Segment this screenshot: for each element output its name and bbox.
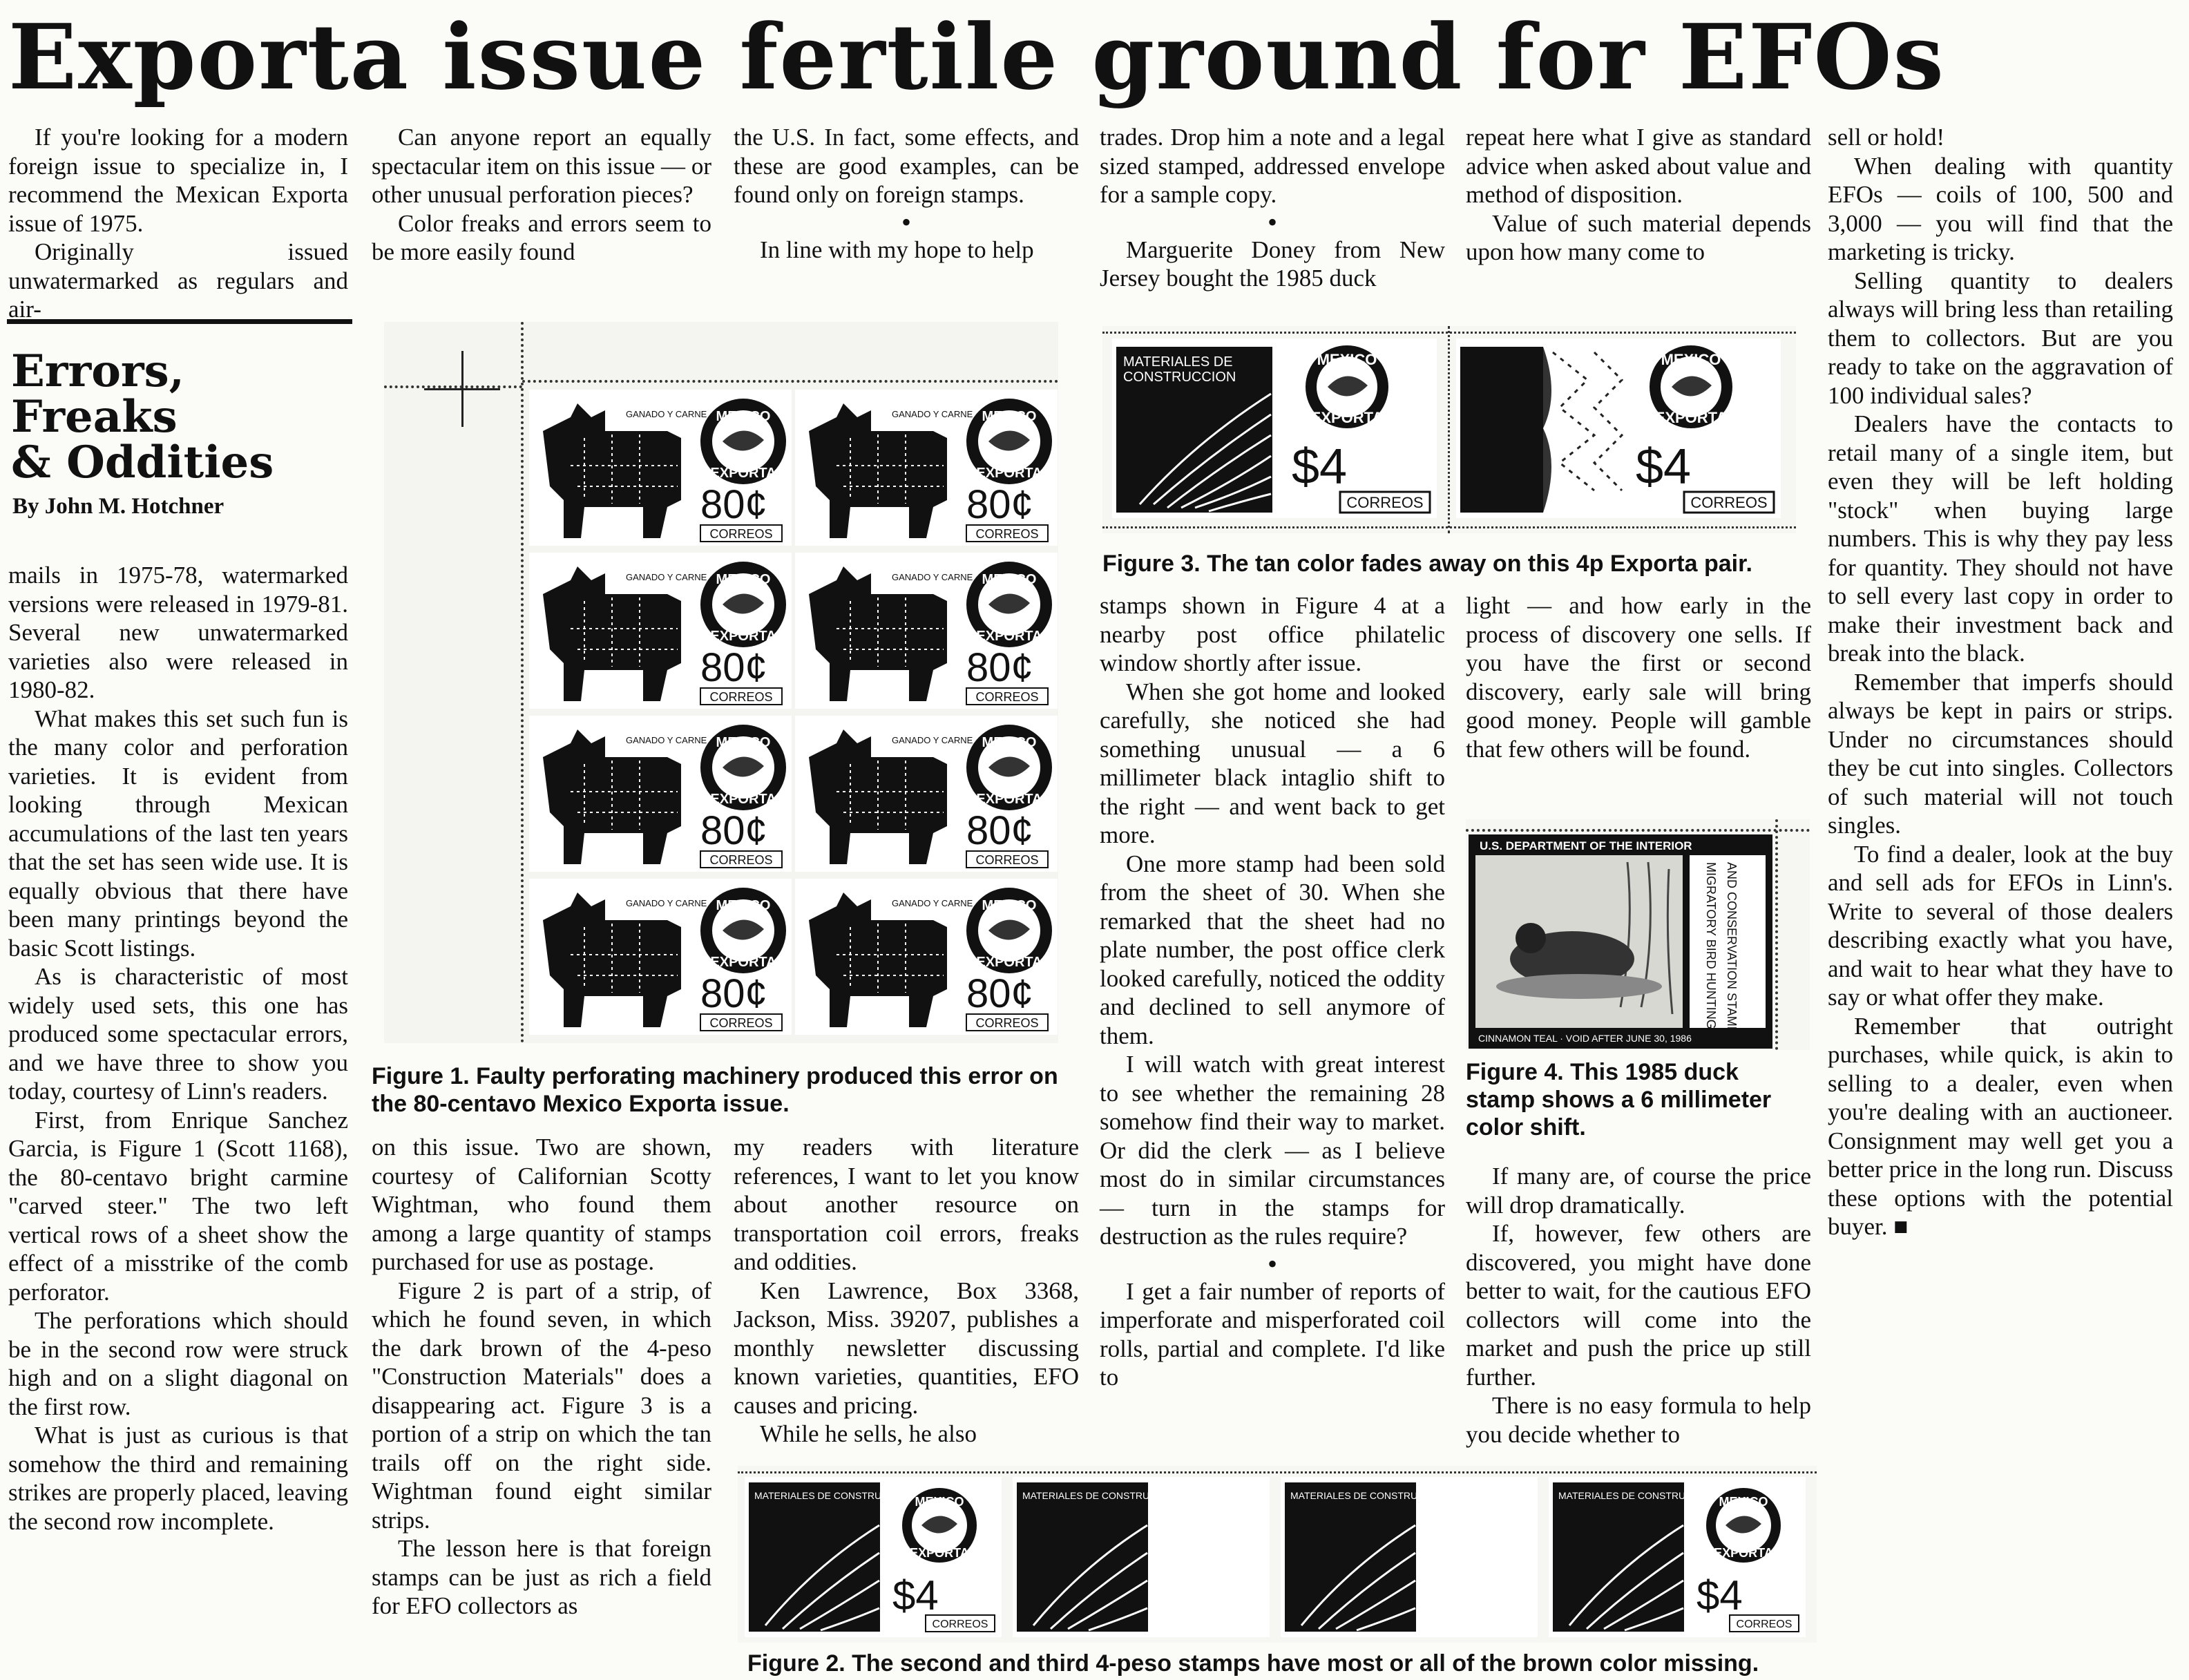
paragraph: There is no easy formula to help you decide whether to xyxy=(1466,1392,1811,1448)
paragraph: Selling quantity to dealers always will bring less than retailing them to collectors. But are you ready to take on the aggravation of 100 individual sales? xyxy=(1828,267,2173,409)
stamp-label: MATERIALES DE xyxy=(1123,354,1233,370)
figure-4-duck-stamp xyxy=(1466,819,1810,1050)
steer-stamp xyxy=(795,553,1058,709)
svg-text:$4: $4 xyxy=(1696,1572,1743,1619)
perforation-line xyxy=(738,1471,1817,1473)
paragraph: repeat here what I give as standard advice when asked about value and method of disposition. xyxy=(1466,124,1811,208)
paragraph: mails in 1975-78, watermarked versions were released in 1979-81. Several new unwatermarked varieties also were released in 1980-82. xyxy=(8,562,348,703)
column-title xyxy=(11,345,274,488)
svg-text:GANADO Y CARNE: GANADO Y CARNE xyxy=(892,898,973,908)
column-4-top xyxy=(1100,123,1445,293)
svg-text:GANADO Y CARNE: GANADO Y CARNE xyxy=(626,735,707,745)
paragraph: stamps shown in Figure 4 at a nearby post office philatelic window shortly after issue. xyxy=(1100,592,1445,676)
figure-1-steer-sheet xyxy=(384,322,1058,1043)
paragraph: Dealers have the contacts to retail many of a single item, but even they will be left holding "stock" when buying large numbers. This is why they pay less for quantity. They should not have to sell every last copy in order to make their investment back and break into the black. xyxy=(1828,410,2173,667)
column-title-line: Errors, xyxy=(11,345,184,397)
column-2-body xyxy=(372,1133,711,1621)
paragraph: trades. Drop him a note and a legal sized stamped, addressed envelope for a sample copy. xyxy=(1100,124,1445,208)
steer-stamp xyxy=(795,716,1058,872)
column-1-body xyxy=(8,561,348,1536)
column-4-body xyxy=(1100,591,1445,1392)
perforation-line xyxy=(1466,829,1810,832)
column-kicker-box xyxy=(7,319,352,531)
svg-text:EXPORTA: EXPORTA xyxy=(1310,409,1384,426)
column-5-bottom xyxy=(1466,1162,1811,1449)
paragraph: my readers with literature references, I want to let you know about another resource on transportation coil errors, freaks and oddities. xyxy=(734,1134,1079,1275)
svg-text:CORREOS: CORREOS xyxy=(975,1016,1039,1030)
svg-text:MEXICO: MEXICO xyxy=(716,898,771,913)
svg-text:GANADO Y CARNE: GANADO Y CARNE xyxy=(626,572,707,582)
svg-text:MEXICO: MEXICO xyxy=(915,1495,964,1509)
strip-stamp xyxy=(1281,1477,1538,1637)
svg-text:80¢: 80¢ xyxy=(700,482,767,527)
svg-text:MEXICO: MEXICO xyxy=(716,572,771,587)
paragraph: The perforations which should be in the second row were struck high and on a slight diagonal on the first row. xyxy=(8,1307,348,1420)
svg-text:EXPORTA: EXPORTA xyxy=(976,792,1042,807)
paragraph: What is just as curious is that somehow the third and remaining strikes are properly placed, leaving the second row incomplete. xyxy=(8,1422,348,1535)
paragraph: The lesson here is that foreign stamps can be just as rich a field for EFO collectors as xyxy=(372,1535,711,1619)
column-5-top xyxy=(1466,123,1811,267)
strip-stamp xyxy=(745,1477,1002,1637)
svg-text:MEXICO: MEXICO xyxy=(1317,351,1377,368)
paragraph: sell or hold! xyxy=(1828,124,1945,151)
svg-text:CORREOS: CORREOS xyxy=(1346,494,1424,511)
steer-stamp xyxy=(529,390,792,546)
paragraph: I get a fair number of reports of imperforate and misperforated coil rolls, partial and complete. I'd like to xyxy=(1100,1277,1445,1391)
svg-text:GANADO Y CARNE: GANADO Y CARNE xyxy=(626,898,707,908)
paragraph: In line with my hope to help xyxy=(760,236,1034,263)
paragraph: Originally issued unwatermarked as regulars and air- xyxy=(8,238,348,323)
paragraph: the U.S. In fact, some effects, and these are good examples, can be found only on foreign stamps. xyxy=(734,124,1079,208)
svg-text:CORREOS: CORREOS xyxy=(709,527,773,541)
paragraph: Remember that outright purchases, while quick, is akin to selling to a dealer, even when you're dealing with an auctioneer. Consignment may well get you a better price in the long run. Discuss these options with the potential buyer. ■ xyxy=(1828,1012,2173,1240)
registration-cross-icon xyxy=(424,351,500,427)
perforation-line xyxy=(522,380,1058,383)
steer-stamp xyxy=(795,390,1058,546)
strip-stamp xyxy=(1013,1477,1270,1637)
steer-stamp xyxy=(795,879,1058,1035)
section-bullet: • xyxy=(901,206,911,238)
svg-text:MEXICO: MEXICO xyxy=(716,409,771,424)
steer-stamp xyxy=(529,553,792,709)
svg-text:CORREOS: CORREOS xyxy=(709,853,773,867)
paragraph: Figure 2 is part of a strip, of which he found seven, in which the dark brown of the 4-peso "Construction Materials" does a disappearing act. Figure 3 is a portion of a strip on which the tan trails off on the right side. Wightman found eight similar strips. xyxy=(372,1277,711,1534)
svg-text:MATERIALES DE CONSTRUCCION: MATERIALES DE CONSTRUCCION xyxy=(754,1490,913,1501)
svg-text:EXPORTA: EXPORTA xyxy=(710,792,776,807)
svg-text:CONSTRUCCION: CONSTRUCCION xyxy=(1123,370,1236,385)
headline: Exporta issue fertile ground for EFOs xyxy=(8,4,1945,110)
svg-text:EXPORTA: EXPORTA xyxy=(976,955,1042,970)
paragraph: As is characteristic of most widely used sets, this one has produced some spectacular errors, and we have three to show you today, courtesy of Linn's readers. xyxy=(8,963,348,1105)
svg-text:MEXICO: MEXICO xyxy=(1719,1495,1768,1509)
svg-text:MIGRATORY BIRD HUNTING: MIGRATORY BIRD HUNTING xyxy=(1704,862,1718,1029)
svg-text:$4: $4 xyxy=(892,1572,939,1619)
svg-text:EXPORTA: EXPORTA xyxy=(1714,1546,1773,1560)
stamp-header: U.S. DEPARTMENT OF THE INTERIOR xyxy=(1480,839,1692,852)
column-1-top xyxy=(8,123,348,324)
svg-text:MATERIALES DE CONSTRUCCION: MATERIALES DE CONSTRUCCION xyxy=(1558,1490,1717,1501)
svg-text:MATERIALES DE CONSTRUCCION: MATERIALES DE CONSTRUCCION xyxy=(1290,1490,1449,1501)
svg-text:EXPORTA: EXPORTA xyxy=(910,1546,969,1560)
svg-text:80¢: 80¢ xyxy=(700,971,767,1016)
svg-text:CORREOS: CORREOS xyxy=(932,1619,988,1630)
paragraph: One more stamp had been sold from the sheet of 30. When she remarked that the sheet had no plate number, the post office clerk looked carefully, noticed the oddity and declined to sell anymore of them. xyxy=(1100,850,1445,1049)
svg-text:MEXICO: MEXICO xyxy=(716,735,771,750)
construction-stamp xyxy=(1112,338,1444,525)
svg-text:80¢: 80¢ xyxy=(966,808,1033,853)
svg-text:CINNAMON TEAL · VOID AFTER JUN: CINNAMON TEAL · VOID AFTER JUNE 30, 1986 xyxy=(1478,1033,1692,1044)
svg-text:MEXICO: MEXICO xyxy=(1661,351,1721,368)
column-title-line: & Oddities xyxy=(11,437,274,488)
svg-text:CORREOS: CORREOS xyxy=(1690,494,1768,511)
svg-text:CORREOS: CORREOS xyxy=(709,1016,773,1030)
figure-4-caption: Figure 4. This 1985 duck stamp shows a 6 millimeter color shift. xyxy=(1466,1059,1772,1140)
svg-text:CORREOS: CORREOS xyxy=(709,690,773,704)
svg-text:CORREOS: CORREOS xyxy=(975,853,1039,867)
strip-stamp xyxy=(1549,1477,1806,1637)
paragraph: When she got home and looked carefully, she noticed she had something unusual — a 6 millimeter black intaglio shift to the right — and went back to get more. xyxy=(1100,678,1445,848)
paragraph: Marguerite Doney from New Jersey bought the 1985 duck xyxy=(1100,236,1445,292)
svg-text:EXPORTA: EXPORTA xyxy=(976,466,1042,481)
column-3-body xyxy=(734,1133,1079,1449)
svg-text:MEXICO: MEXICO xyxy=(982,735,1037,750)
figure-1-caption: Figure 1. Faulty perforating machinery produced this error on the 80-centavo Mexico Exporta issue. xyxy=(372,1063,1058,1117)
svg-text:$4: $4 xyxy=(1292,439,1348,495)
figure-3-exporta-pair xyxy=(1102,326,1796,533)
perforation-line xyxy=(521,322,524,1043)
svg-text:MEXICO: MEXICO xyxy=(982,409,1037,424)
duck-stamp-image xyxy=(1469,834,1772,1049)
svg-text:MEXICO: MEXICO xyxy=(982,572,1037,587)
paragraph: If, however, few others are discovered, you might have done better to wait, for the cautious EFO collectors will come into the market and push the price up still further. xyxy=(1466,1220,1811,1391)
column-6 xyxy=(1828,123,2173,1241)
byline: By John M. Hotchner xyxy=(12,494,224,519)
figure-2-exporta-strip xyxy=(738,1466,1817,1643)
section-bullet: • xyxy=(1267,206,1277,238)
svg-text:80¢: 80¢ xyxy=(700,808,767,853)
svg-text:GANADO Y CARNE: GANADO Y CARNE xyxy=(892,409,973,419)
perforation-line xyxy=(384,385,522,388)
column-title-line: Freaks xyxy=(11,391,178,443)
figure-3-caption: Figure 3. The tan color fades away on this 4p Exporta pair. xyxy=(1102,551,1752,577)
paragraph: What makes this set such fun is the many color and perforation varieties. It is evident from looking through Mexican accumulations of the last ten years that the set has seen wide use. It is equally obvious that there have been many printings beyond the basic Scott listings. xyxy=(8,705,348,962)
svg-text:EXPORTA: EXPORTA xyxy=(710,466,776,481)
svg-text:80¢: 80¢ xyxy=(966,971,1033,1016)
svg-text:80¢: 80¢ xyxy=(966,645,1033,690)
column-5-body xyxy=(1466,591,1811,763)
svg-text:CORREOS: CORREOS xyxy=(975,690,1039,704)
perforation-line xyxy=(1775,819,1778,1050)
paragraph: Can anyone report an equally spectacular item on this issue — or other unusual perforation pieces? xyxy=(372,124,711,208)
column-2-top xyxy=(372,123,711,267)
svg-text:AND CONSERVATION STAMP: AND CONSERVATION STAMP xyxy=(1725,862,1739,1035)
paragraph: Value of such material depends upon how many come to xyxy=(1466,209,1811,265)
paragraph: Color freaks and errors seem to be more easily found xyxy=(372,209,711,265)
svg-text:GANADO Y CARNE: GANADO Y CARNE xyxy=(892,735,973,745)
svg-text:MATERIALES DE CONSTRUCCION: MATERIALES DE CONSTRUCCION xyxy=(1022,1490,1181,1501)
paragraph: To find a dealer, look at the buy and sell ads for EFOs in Linn's. Write to several of those dealers describing exactly what you have, and wait to hear what they have to say or what offer they make. xyxy=(1828,840,2173,1011)
steer-stamp xyxy=(529,879,792,1035)
paragraph: While he sells, he also xyxy=(760,1420,977,1447)
paragraph: Remember that imperfs should always be kept in pairs or strips. Under no circumstances should they be cut into singles. Collectors of such material will not touch singles. xyxy=(1828,668,2173,839)
paragraph: When dealing with quantity EFOs — coils of 100, 500 and 3,000 — you will find that the marketing is tricky. xyxy=(1828,152,2173,265)
steer-stamp xyxy=(529,716,792,872)
paragraph: If many are, of course the price will drop dramatically. xyxy=(1466,1163,1811,1219)
svg-text:EXPORTA: EXPORTA xyxy=(1654,409,1728,426)
svg-text:MEXICO: MEXICO xyxy=(982,898,1037,913)
construction-stamp-tan-missing xyxy=(1456,338,1788,525)
column-3-top xyxy=(734,123,1079,264)
perforation-line xyxy=(1448,326,1450,533)
paragraph: First, from Enrique Sanchez Garcia, is Figure 1 (Scott 1168), the 80-centavo bright carmine "carved steer." The two left vertical rows of a sheet show the effect of a misstrike of the comb perforator. xyxy=(8,1106,348,1306)
svg-text:$4: $4 xyxy=(1636,439,1692,495)
svg-text:CORREOS: CORREOS xyxy=(1736,1619,1793,1630)
svg-text:CORREOS: CORREOS xyxy=(975,527,1039,541)
svg-text:GANADO Y CARNE: GANADO Y CARNE xyxy=(892,572,973,582)
paragraph: on this issue. Two are shown, courtesy of Californian Scotty Wightman, who found them among a large quantity of stamps purchased for use as postage. xyxy=(372,1134,711,1275)
paragraph: Ken Lawrence, Box 3368, Jackson, Miss. 39207, publishes a monthly newsletter discussing known varieties, quantities, EFO causes and pricing. xyxy=(734,1277,1079,1419)
paragraph: light — and how early in the process of discovery one sells. If you have the first or second discovery, early sale will bring good money. People will gamble that few others will be found. xyxy=(1466,592,1811,763)
section-bullet: • xyxy=(1267,1248,1277,1279)
svg-text:EXPORTA: EXPORTA xyxy=(710,955,776,970)
svg-text:GANADO Y CARNE: GANADO Y CARNE xyxy=(626,409,707,419)
paragraph: I will watch with great interest to see whether the remaining 28 somehow find their way to market. Or did the clerk — as I believe most do in similar circumstances — turn in the stamps for destruction as the rules require? xyxy=(1100,1051,1445,1250)
paragraph: If you're looking for a modern foreign issue to specialize in, I recommend the Mexican Exporta issue of 1975. xyxy=(8,124,348,237)
svg-text:EXPORTA: EXPORTA xyxy=(710,629,776,644)
svg-text:80¢: 80¢ xyxy=(700,645,767,690)
svg-text:80¢: 80¢ xyxy=(966,482,1033,527)
figure-2-caption: Figure 2. The second and third 4-peso stamps have most or all of the brown color missing. xyxy=(747,1650,1759,1677)
svg-text:EXPORTA: EXPORTA xyxy=(976,629,1042,644)
